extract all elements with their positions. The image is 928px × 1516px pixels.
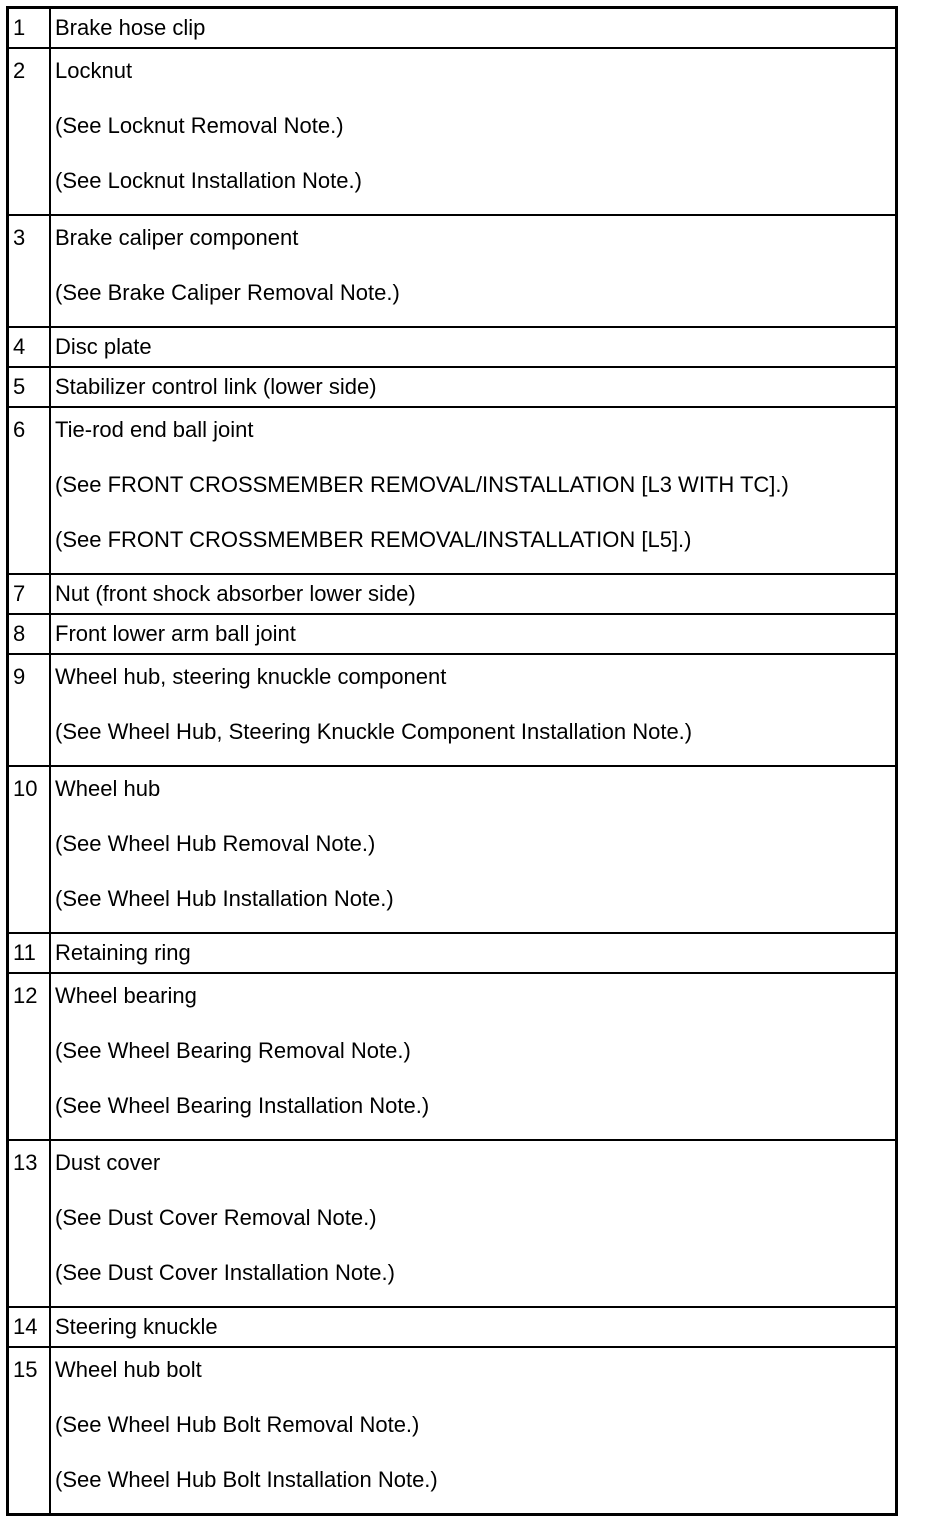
item-number-cell (8, 407, 51, 574)
table-row (8, 8, 897, 49)
item-note: (See Wheel Hub Bolt Removal Note.) (55, 1412, 420, 1437)
table-row (8, 215, 897, 327)
table-row (8, 766, 897, 933)
item-number-cell (8, 973, 51, 1140)
table-row (8, 574, 897, 614)
item-description-cell (50, 48, 897, 215)
table-row (8, 654, 897, 766)
item-name: Wheel bearing (55, 983, 197, 1008)
item-number: 10 (13, 776, 38, 801)
item-name: Steering knuckle (55, 1314, 218, 1339)
item-name: Brake hose clip (55, 15, 206, 40)
item-note: (See Wheel Hub Installation Note.) (55, 886, 394, 911)
item-note: (See Locknut Removal Note.) (55, 113, 344, 138)
item-name: Retaining ring (55, 940, 191, 965)
table-row (8, 614, 897, 654)
item-number-cell (8, 574, 51, 614)
item-description-cell (50, 614, 897, 654)
item-number: 7 (13, 581, 26, 606)
item-description-cell (50, 1347, 897, 1515)
item-description-cell (50, 215, 897, 327)
table-row (8, 48, 897, 215)
item-description-cell (50, 8, 897, 49)
item-number-cell (8, 1307, 51, 1347)
item-number: 3 (13, 225, 26, 250)
item-note: (See Wheel Hub Removal Note.) (55, 831, 376, 856)
table-row (8, 1347, 897, 1515)
item-description-cell (50, 766, 897, 933)
item-description-cell (50, 933, 897, 973)
table-row (8, 367, 897, 407)
item-name: Disc plate (55, 334, 152, 359)
item-description-cell (50, 367, 897, 407)
item-number-cell (8, 8, 51, 49)
item-name: Tie-rod end ball joint (55, 417, 254, 442)
item-note: (See Wheel Hub, Steering Knuckle Component Installation Note.) (55, 719, 693, 744)
table-row (8, 1140, 897, 1307)
item-name: Dust cover (55, 1150, 161, 1175)
table-row (8, 1307, 897, 1347)
item-number-cell (8, 215, 51, 327)
item-note: (See Wheel Hub Bolt Installation Note.) (55, 1467, 438, 1492)
item-number-cell (8, 614, 51, 654)
table-row (8, 973, 897, 1140)
item-number-cell (8, 48, 51, 215)
item-note: (See Dust Cover Removal Note.) (55, 1205, 377, 1230)
item-description-cell (50, 973, 897, 1140)
item-description-cell (50, 327, 897, 367)
item-number: 13 (13, 1150, 38, 1175)
item-number-cell (8, 327, 51, 367)
table-row (8, 933, 897, 973)
item-note: (See Dust Cover Installation Note.) (55, 1260, 395, 1285)
item-note: (See Locknut Installation Note.) (55, 168, 362, 193)
item-description-cell (50, 1307, 897, 1347)
item-name: Front lower arm ball joint (55, 621, 296, 646)
item-note: (See FRONT CROSSMEMBER REMOVAL/INSTALLATION [L3 WITH TC].) (55, 472, 789, 497)
table-row (8, 407, 897, 574)
item-note: (See Wheel Bearing Installation Note.) (55, 1093, 430, 1118)
item-name: Stabilizer control link (lower side) (55, 374, 377, 399)
item-description-cell (50, 1140, 897, 1307)
item-number-cell (8, 766, 51, 933)
item-note: (See FRONT CROSSMEMBER REMOVAL/INSTALLATION [L5].) (55, 527, 692, 552)
table-row (8, 327, 897, 367)
item-number: 12 (13, 983, 38, 1008)
item-number-cell (8, 933, 51, 973)
item-number: 8 (13, 621, 26, 646)
item-number-cell (8, 1140, 51, 1307)
item-name: Brake caliper component (55, 225, 299, 250)
item-description-cell (50, 654, 897, 766)
item-number: 5 (13, 374, 26, 399)
item-name: Nut (front shock absorber lower side) (55, 581, 416, 606)
item-number: 11 (13, 940, 36, 965)
item-number: 9 (13, 664, 26, 689)
item-name: Wheel hub (55, 776, 161, 801)
item-number: 14 (13, 1314, 38, 1339)
item-description-cell (50, 574, 897, 614)
item-name: Wheel hub bolt (55, 1357, 202, 1382)
item-number: 6 (13, 417, 26, 442)
item-name: Locknut (55, 58, 133, 83)
item-name: Wheel hub, steering knuckle component (55, 664, 447, 689)
item-note: (See Brake Caliper Removal Note.) (55, 280, 400, 305)
item-number-cell (8, 654, 51, 766)
item-number: 15 (13, 1357, 38, 1382)
item-number-cell (8, 1347, 51, 1515)
item-number-cell (8, 367, 51, 407)
item-number: 2 (13, 58, 26, 83)
parts-table (6, 6, 898, 1516)
item-number: 1 (13, 15, 26, 40)
item-number: 4 (13, 334, 26, 359)
item-note: (See Wheel Bearing Removal Note.) (55, 1038, 411, 1063)
item-description-cell (50, 407, 897, 574)
parts-table-body (8, 8, 897, 1515)
